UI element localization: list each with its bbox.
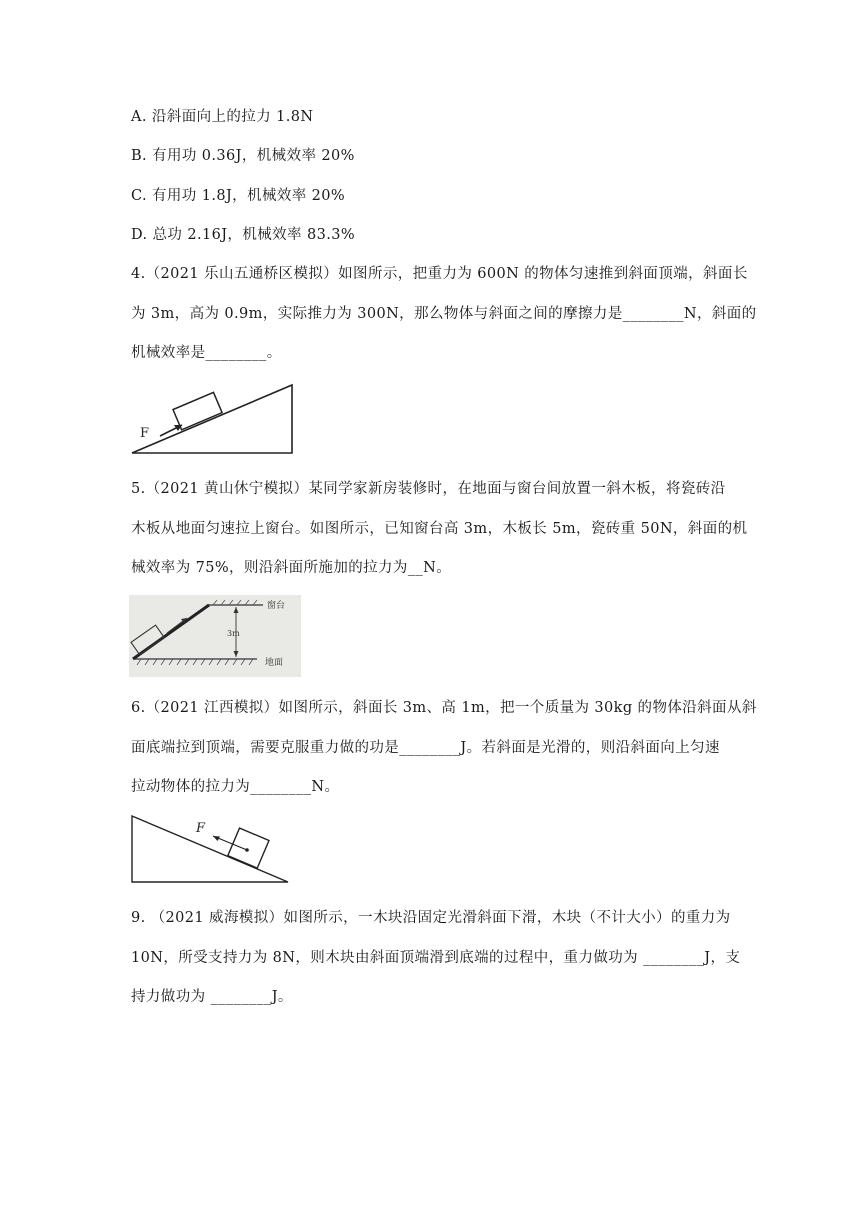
q9-line-2: 10N，所受支持力为 8N，则木块由斜面顶端滑到底端的过程中，重力做功为 ________J，支 [131, 950, 741, 966]
q4-line-2: 为 3m，高为 0.9m，实际推力为 300N，那么物体与斜面之间的摩擦力是________N，斜面的 [131, 306, 757, 322]
q5-window-ramp-figure [129, 595, 301, 677]
q4-line-1: 4.（2021 乐山五通桥区模拟）如图所示，把重力为 600N 的物体匀速推到斜面顶端，斜面长 [131, 266, 748, 282]
q6-line-3: 拉动物体的拉力为________N。 [131, 779, 340, 795]
q5-ground-label: 地面 [265, 658, 284, 668]
q4-force-label: F [140, 426, 150, 441]
option-d: D. 总功 2.16J，机械效率 83.3% [131, 227, 356, 243]
q5-line-2: 木板从地面匀速拉上窗台。如图所示，已知窗台高 3m，木板长 5m，瓷砖重 50N，斜面的机 [131, 521, 748, 537]
q5-line-3: 械效率为 75%，则沿斜面所施加的拉力为__N。 [131, 560, 452, 576]
option-a: A. 沿斜面向上的拉力 1.8N [131, 109, 314, 125]
q4-line-3: 机械效率是________。 [131, 345, 282, 361]
q9-line-1: 9. （2021 威海模拟）如图所示，一木块沿固定光滑斜面下滑，木块（不计大小）的重力为 [131, 910, 731, 926]
q5-height-label: 3m [227, 629, 240, 638]
q6-force-label: F [196, 821, 206, 836]
q6-line-1: 6.（2021 江西模拟）如图所示，斜面长 3m、高 1m，把一个质量为 30kg 的物体沿斜面从斜 [131, 700, 757, 716]
q6-incline-figure [130, 813, 294, 885]
q9-line-3: 持力做功为 ________J。 [131, 989, 293, 1005]
q5-line-1: 5.（2021 黄山休宁模拟）某同学家新房装修时，在地面与窗台间放置一斜木板，将瓷砖沿 [131, 481, 726, 497]
q4-incline-figure [130, 380, 300, 456]
q5-windowsill-label: 窗台 [267, 601, 286, 611]
option-b: B. 有用功 0.36J，机械效率 20% [131, 148, 355, 164]
option-c: C. 有用功 1.8J，机械效率 20% [131, 188, 346, 204]
q6-line-2: 面底端拉到顶端，需要克服重力做的功是________J。若斜面是光滑的，则沿斜面向上匀速 [131, 740, 720, 756]
